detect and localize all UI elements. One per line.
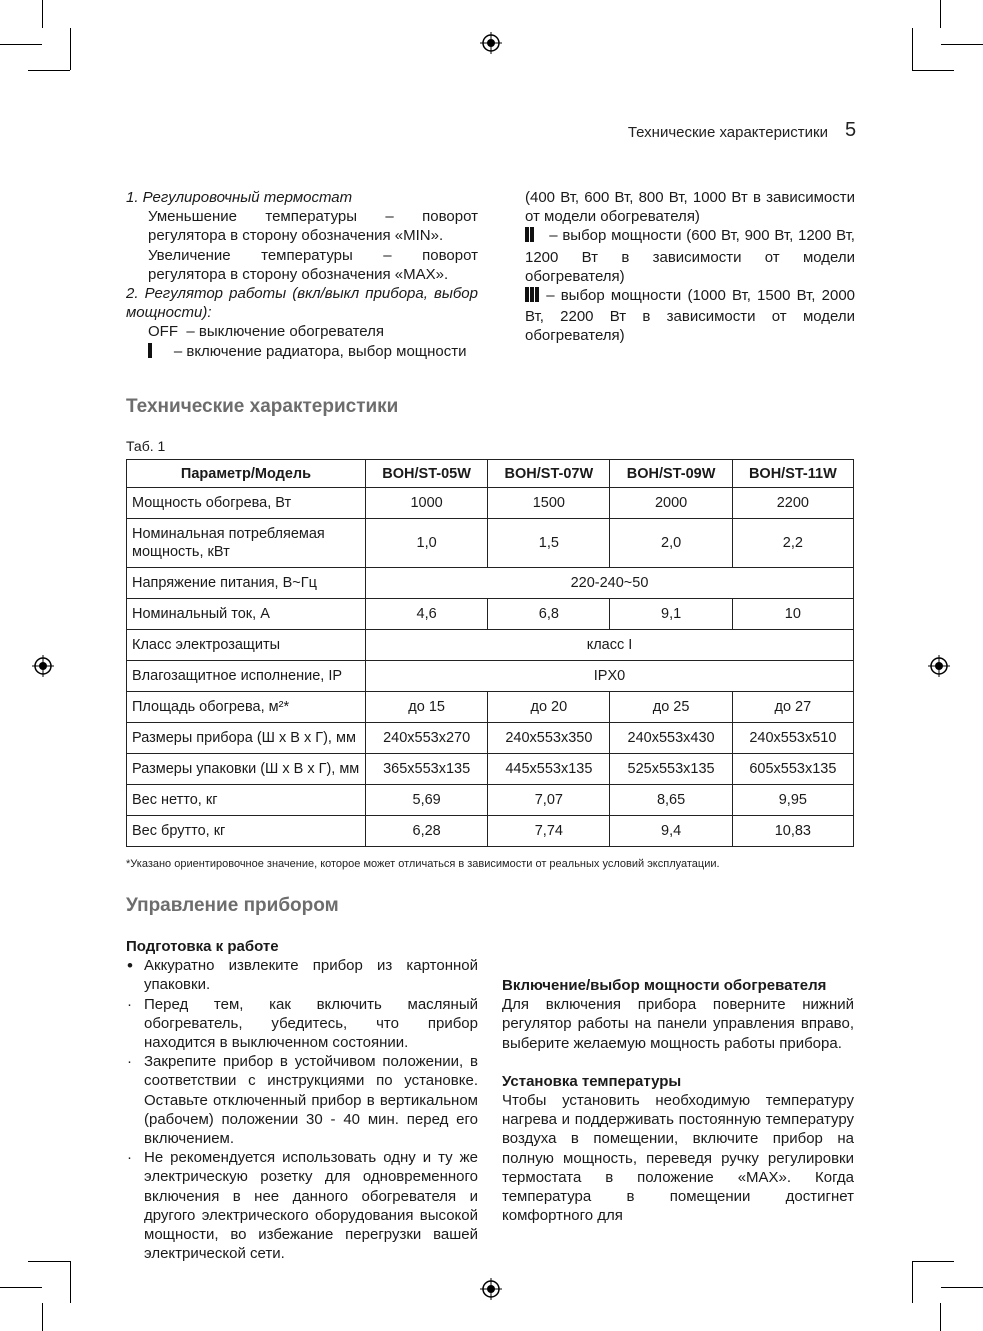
specs-title: Технические характеристики — [126, 396, 399, 417]
table-row — [127, 488, 854, 519]
cell: 9,1 — [610, 599, 732, 630]
off-row — [126, 322, 478, 341]
bullet-icon: · — [127, 995, 132, 1013]
registration-mark-icon — [928, 655, 950, 677]
page-number: 5 — [845, 119, 857, 141]
row-label: Номинальная потребляемая мощность, кВт — [127, 519, 366, 568]
power-level-2-icon — [525, 227, 535, 247]
header-cell: BOH/ST-11W — [732, 460, 853, 488]
crop-mark — [28, 70, 70, 71]
cell: 445x553x135 — [488, 754, 610, 785]
header-cell: Параметр/Модель — [127, 460, 366, 488]
bullet-icon: • — [127, 956, 133, 976]
crop-mark — [0, 44, 42, 45]
operation-left-column — [126, 937, 478, 1263]
crop-mark — [912, 1261, 954, 1262]
cell: 9,95 — [732, 785, 853, 816]
row-label: Размеры упаковки (Ш х В х Г), мм — [127, 754, 366, 785]
crop-mark — [940, 0, 941, 28]
list-item: • Аккуратно извлеките прибор из картонной упаковки. — [127, 956, 478, 994]
cell: до 27 — [732, 692, 853, 723]
controls-description-right — [525, 188, 855, 346]
level1-cont: (400 Вт, 600 Вт, 800 Вт, 1000 Вт в зависимости от модели обогревателя) — [525, 189, 855, 226]
cell: 7,07 — [488, 785, 610, 816]
cell: 240x553x430 — [610, 723, 732, 754]
level3-row — [525, 286, 855, 346]
crop-mark — [28, 1261, 70, 1262]
item1-title: 1. Регулировочный термостат — [126, 189, 353, 206]
prep-title: Подготовка к работе — [126, 938, 279, 955]
crop-mark — [941, 44, 983, 45]
power-title: Включение/выбор мощности обогревателя — [502, 977, 827, 994]
registration-mark-icon — [480, 32, 502, 54]
specs-table — [126, 459, 854, 847]
table-row — [127, 519, 854, 568]
level2-text: – выбор мощности (600 Вт, 900 Вт, 1200 Вт, 1200 Вт в зависимости от модели обогревателя) — [525, 227, 855, 285]
crop-mark — [70, 28, 71, 70]
list-item: · Не рекомендуется использовать одну и ту же электрическую розетку для одновременного включения в нее данного обогревателя и другого электрического оборудования высокой мощности, во избежание перегрузки вашей электрической сети. — [127, 1149, 478, 1263]
cell: 240x553x270 — [366, 723, 488, 754]
table-row — [127, 661, 854, 692]
item1-line-2: Увеличение температуры – поворот регулятора в сторону обозначения «MAX». — [148, 246, 478, 283]
crop-mark — [42, 1303, 43, 1331]
cell: 2000 — [610, 488, 732, 519]
crop-mark — [912, 70, 954, 71]
table-footnote: *Указано ориентировочное значение, которое может отличаться в зависимости от реальных условий эксплуатации. — [126, 858, 720, 870]
item1-line-1: Уменьшение температуры – поворот регулятора в сторону обозначения «MIN». — [148, 208, 478, 245]
list-item: · Перед тем, как включить масляный обогреватель, убедитесь, что прибор находится в выключенном состоянии. — [127, 995, 478, 1052]
cell: 240x553x350 — [488, 723, 610, 754]
cell: 6,28 — [366, 816, 488, 847]
cell: 1000 — [366, 488, 488, 519]
power-level-3-icon — [525, 287, 540, 307]
cell: 6,8 — [488, 599, 610, 630]
off-text: – выключение обогревателя — [186, 323, 385, 341]
cell: IPX0 — [366, 661, 854, 692]
crop-mark — [42, 0, 43, 28]
bullet-icon: · — [127, 1149, 132, 1167]
cell: до 25 — [610, 692, 732, 723]
row-label: Размеры прибора (Ш х В х Г), мм — [127, 723, 366, 754]
cell: 2,2 — [732, 519, 853, 568]
list-item: · Закрепите прибор в устойчивом положении, в соответствии с инструкциями по установке. Оставьте отключенный прибор в вертикальном (рабочем) положении 30 - 40 мин. перед его включением. — [127, 1053, 478, 1148]
cell: 1,5 — [488, 519, 610, 568]
cell: 9,4 — [610, 816, 732, 847]
table-row — [127, 568, 854, 599]
controls-description-left — [126, 188, 478, 363]
registration-mark-icon — [480, 1278, 502, 1300]
table-row — [127, 754, 854, 785]
table-row — [127, 599, 854, 630]
table-row — [127, 816, 854, 847]
row-label: Класс электрозащиты — [127, 630, 366, 661]
cell: 2200 — [732, 488, 853, 519]
crop-mark — [70, 1261, 71, 1303]
operation-title: Управление прибором — [126, 895, 339, 916]
temp-title: Установка температуры — [502, 1072, 682, 1090]
cell: 2,0 — [610, 519, 732, 568]
table-row — [127, 785, 854, 816]
level1-text: – включение радиатора, выбор мощности — [173, 342, 467, 360]
level1-row — [126, 342, 478, 363]
cell: 1500 — [488, 488, 610, 519]
item2-title: 2. Регулятор работы (вкл/выкл прибора, выбор мощности): — [126, 285, 478, 322]
cell: до 15 — [366, 692, 488, 723]
table-header-row — [127, 460, 854, 488]
table-row — [127, 630, 854, 661]
registration-mark-icon — [32, 655, 54, 677]
prep-list — [126, 956, 478, 1263]
cell: класс I — [366, 630, 854, 661]
header-cell: BOH/ST-07W — [488, 460, 610, 488]
cell: 4,6 — [366, 599, 488, 630]
operation-right-column — [502, 976, 854, 1225]
crop-mark — [912, 1261, 913, 1303]
crop-mark — [940, 1303, 941, 1331]
level2-row — [525, 226, 855, 286]
cell: 220-240~50 — [366, 568, 854, 599]
row-label: Вес нетто, кг — [127, 785, 366, 816]
cell: 365x553x135 — [366, 754, 488, 785]
running-header: Технические характеристики — [627, 124, 828, 141]
crop-mark — [0, 1287, 42, 1288]
temp-text: Чтобы установить необходимую температуру нагрева и поддерживать постоянную температуру воздуха в помещении, включите прибор на полную мощность, переведя ручку регулировки термостата в положение «MAX». Когда температура в помещении достигнет комфортного для — [502, 1092, 854, 1225]
row-label: Влагозащитное исполнение, IP — [127, 661, 366, 692]
cell: 5,69 — [366, 785, 488, 816]
row-label: Вес брутто, кг — [127, 816, 366, 847]
row-label: Мощность обогрева, Вт — [127, 488, 366, 519]
table-row — [127, 723, 854, 754]
cell: 240x553x510 — [732, 723, 853, 754]
off-label: OFF — [148, 323, 178, 341]
table-row — [127, 692, 854, 723]
power-level-1-icon — [148, 343, 153, 363]
cell: 10,83 — [732, 816, 853, 847]
bullet-icon: · — [127, 1053, 132, 1071]
table-caption: Таб. 1 — [126, 438, 166, 454]
crop-mark — [941, 1287, 983, 1288]
level3-text: – выбор мощности (1000 Вт, 1500 Вт, 2000 Вт, 2200 Вт в зависимости от модели обогревателя) — [525, 287, 856, 345]
cell: 1,0 — [366, 519, 488, 568]
row-label: Площадь обогрева, м²* — [127, 692, 366, 723]
cell: 10 — [732, 599, 853, 630]
cell: 8,65 — [610, 785, 732, 816]
crop-mark — [912, 28, 913, 70]
row-label: Номинальный ток, А — [127, 599, 366, 630]
cell: 525x553x135 — [610, 754, 732, 785]
cell: до 20 — [488, 692, 610, 723]
cell: 7,74 — [488, 816, 610, 847]
header-cell: BOH/ST-05W — [366, 460, 488, 488]
cell: 605x553x135 — [732, 754, 853, 785]
power-text: Для включения прибора поверните нижний регулятор работы на панели управления вправо, выберите желаемую мощность работы прибора. — [502, 996, 854, 1052]
header-cell: BOH/ST-09W — [610, 460, 732, 488]
row-label: Напряжение питания, В~Гц — [127, 568, 366, 599]
